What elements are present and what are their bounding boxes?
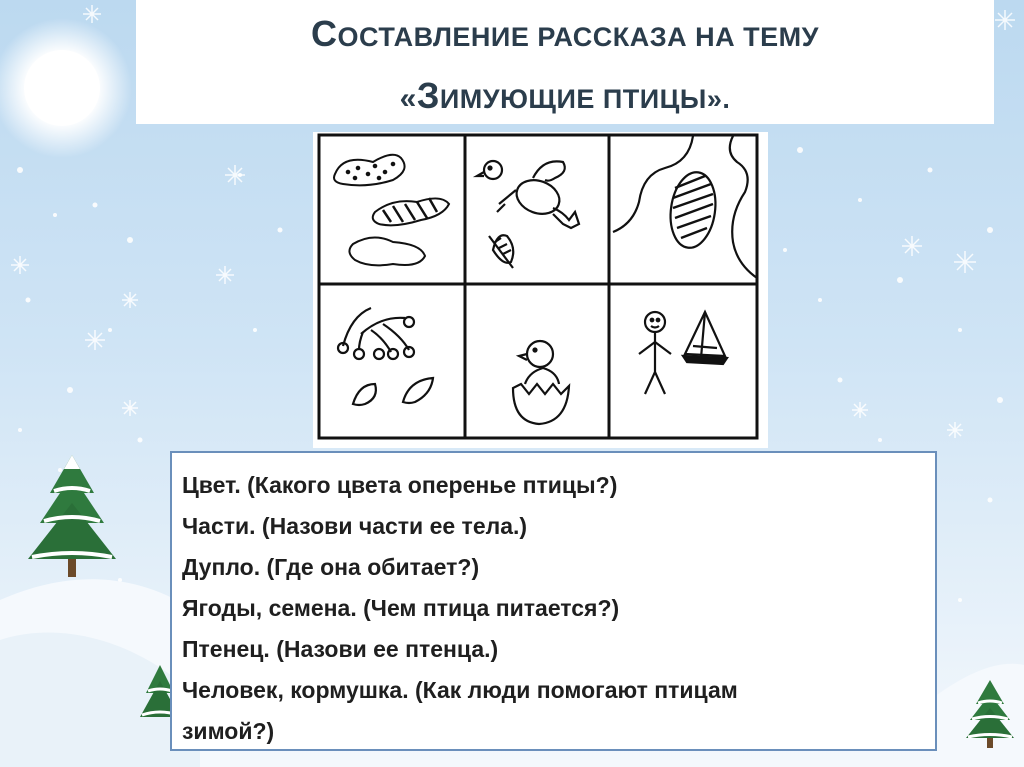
tree-hollow-icon xyxy=(613,136,757,278)
question-human: Человек, кормушка. (Как люди помогают птицам xyxy=(182,677,738,703)
bird-parts-icon xyxy=(477,161,579,268)
berries-seeds-icon xyxy=(338,308,433,405)
person-feeder-icon xyxy=(639,312,727,394)
title-text: ИМУЮЩИЕ ПТИЦЫ». xyxy=(439,84,731,114)
questions-box xyxy=(170,451,937,751)
question-human-continued: зимой?) xyxy=(182,718,275,744)
moon-icon xyxy=(0,18,132,158)
question-hollow: Дупло. (Где она обитает?) xyxy=(182,554,480,580)
title-initial: З xyxy=(416,75,440,116)
chick-in-egg-icon xyxy=(513,341,569,424)
mnemonic-table xyxy=(313,132,768,448)
title-initial: С xyxy=(311,13,338,54)
fir-tree-icon xyxy=(28,455,116,577)
question-parts: Части. (Назови части ее тела.) xyxy=(182,513,528,539)
title-line-1 xyxy=(136,13,994,55)
question-chick: Птенец. (Назови ее птенца.) xyxy=(182,636,499,662)
question-color: Цвет. (Какого цвета оперенье птицы?) xyxy=(182,472,618,498)
title-line-2 xyxy=(136,75,994,117)
color-spots-icon xyxy=(334,155,449,266)
title-quote: « xyxy=(399,82,417,115)
title-text: ОСТАВЛЕНИЕ РАССКАЗА НА ТЕМУ xyxy=(337,22,819,52)
question-food: Ягоды, семена. (Чем птица питается?) xyxy=(182,595,620,621)
pictogram-card xyxy=(313,132,768,448)
